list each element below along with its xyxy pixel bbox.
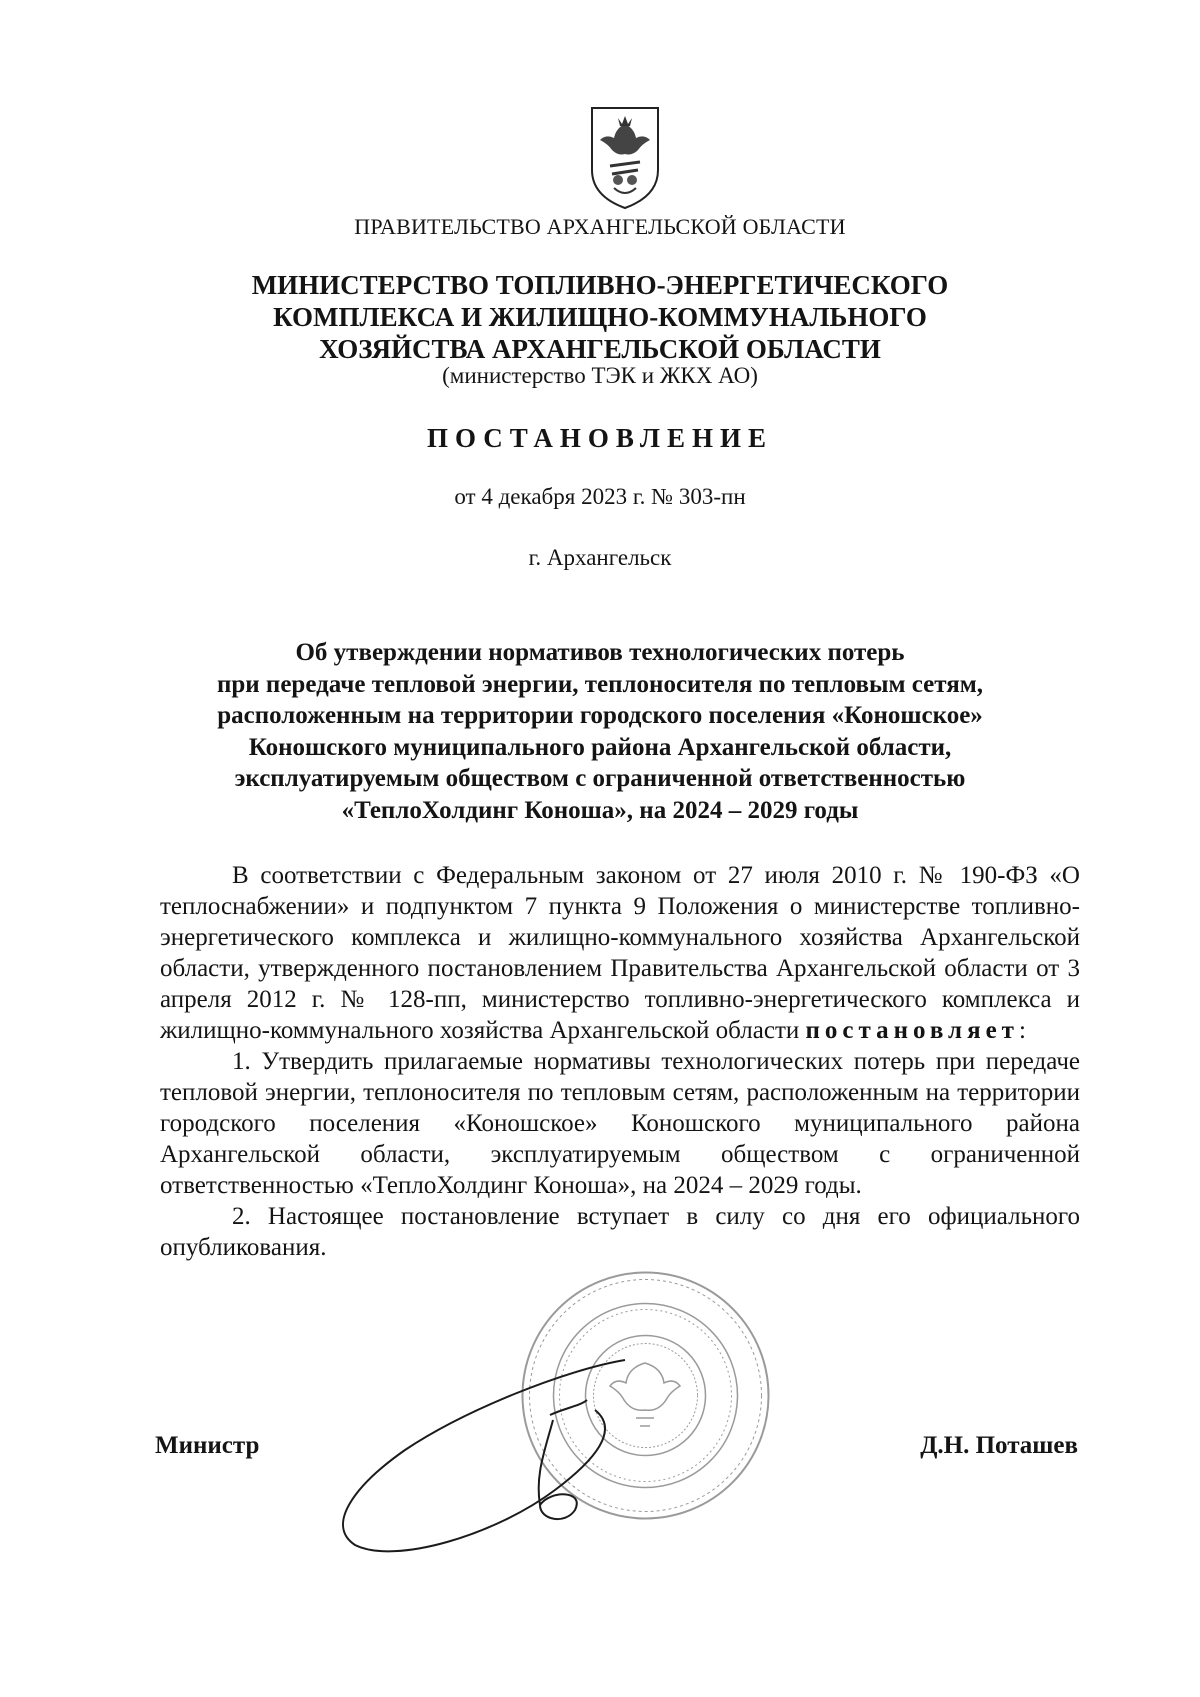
decree-colon: : (1018, 1017, 1026, 1044)
document-type: ПОСТАНОВЛЕНИЕ (426, 423, 774, 453)
ministry-name (0, 269, 1200, 365)
government-name: ПРАВИТЕЛЬСТВО АРХАНГЕЛЬСКОЙ ОБЛАСТИ (354, 214, 846, 239)
preamble-paragraph (160, 860, 1080, 1046)
ministry-name-line: МИНИСТЕРСТВО ТОПЛИВНО-ЭНЕРГЕТИЧЕСКОГО (251, 270, 949, 300)
title-line: Об утверждении нормативов технологических потерь (295, 639, 905, 666)
title-line: расположенным на территории городского поселения «Коношское» (217, 702, 983, 729)
title-line: «ТеплоХолдинг Коноша», на 2024 – 2029 годы (341, 796, 859, 824)
document-title (140, 637, 1060, 826)
ministry-name-line: КОМПЛЕКСА И ЖИЛИЩНО-КОММУНАЛЬНОГО (273, 302, 927, 332)
document-body (160, 860, 1080, 1263)
signatory-name: Д.Н. Поташев (920, 1432, 1078, 1459)
handwritten-signature-icon (325, 1340, 665, 1560)
coat-of-arms-icon (588, 104, 662, 212)
document-date-number: от 4 декабря 2023 г. № 303-пн (454, 484, 746, 509)
title-line: при передаче тепловой энергии, теплоносителя по тепловым сетям, (216, 670, 984, 698)
ministry-short-name: (министерство ТЭК и ЖКХ АО) (442, 363, 758, 388)
signatory-position: Министр (155, 1432, 260, 1459)
ministry-name-line: ХОЗЯЙСТВА АРХАНГЕЛЬСКОЙ ОБЛАСТИ (319, 334, 881, 364)
decree-word: постановляет (805, 1017, 1019, 1044)
item-1: 1. Утвердить прилагаемые нормативы технологических потерь при передаче тепловой энергии, теплоносителя по тепловым сетям, расположенным на территории городского поселения «Коношское» Коношского муниципального района Архангельской области, эксплуатируемым обществом с ограниченной ответственностью «ТеплоХолдинг Коноша», на 2024 – 2029 годы. (160, 1048, 1080, 1199)
document-city: г. Архангельск (528, 545, 672, 570)
title-line: эксплуатируемым обществом с ограниченной ответственностью (234, 765, 966, 792)
preamble-text: В соответствии с Федеральным законом от 27 июля 2010 г. № 190-ФЗ «О теплоснабжении» и подпунктом 7 пункта 9 Положения о министерстве топливно-энергетического комплекса и жилищно-коммунального хозяйства Архангельской области, утвержденного постановлением Правительства Архангельской области от 3 апреля 2012 г. № 128-пп, министерство топливно-энергетического комплекса и жилищно-коммунального хозяйства Архангельской области (160, 862, 1080, 1044)
title-line: Коношского муниципального района Архангельской области, (248, 733, 952, 761)
item-2: 2. Настоящее постановление вступает в силу со дня его официального опубликования. (160, 1203, 1080, 1261)
